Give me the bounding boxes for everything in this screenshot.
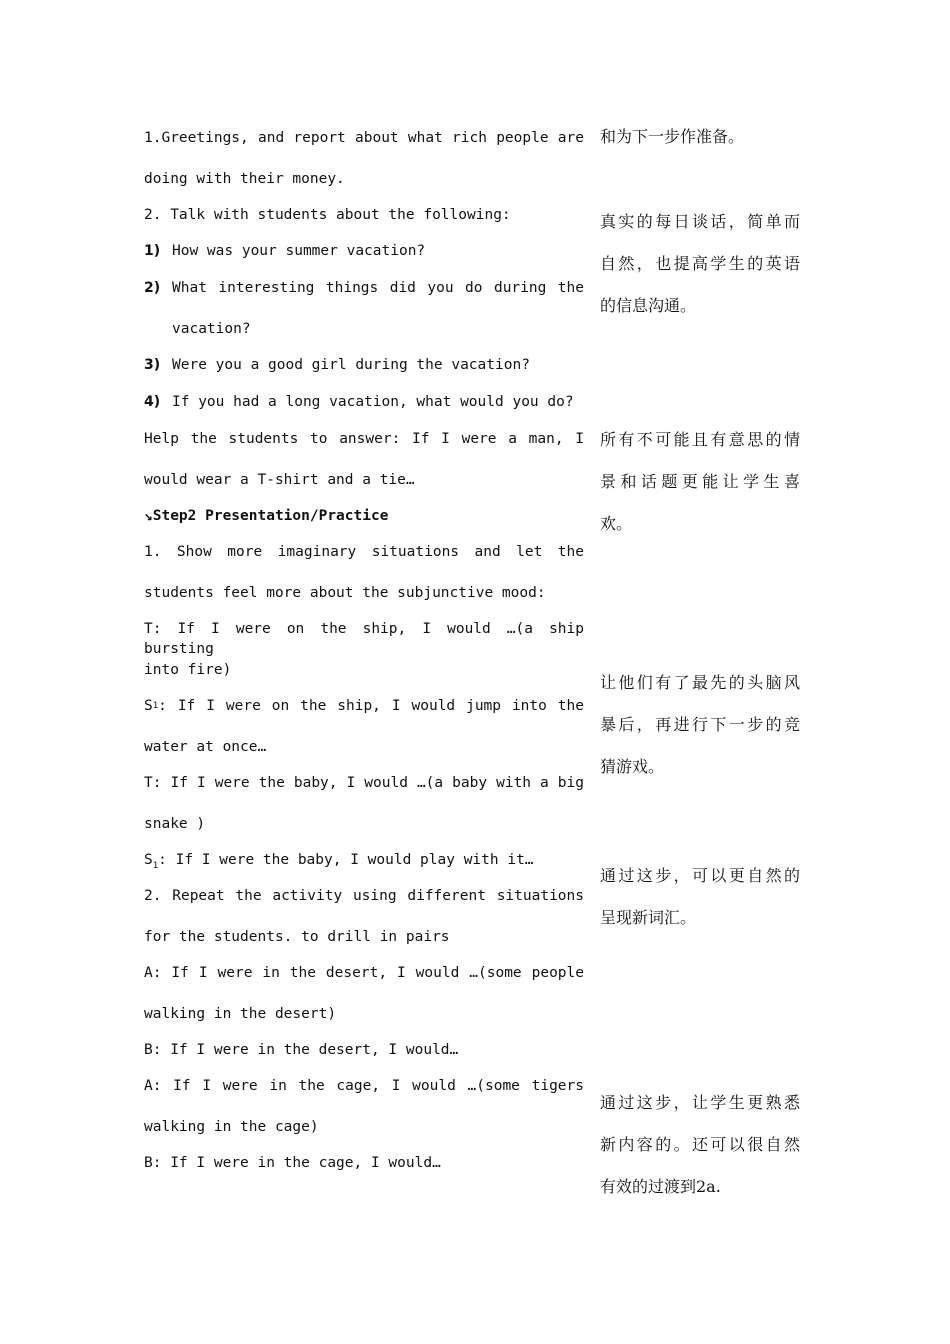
note-transition-1: 通过这步，让学生更熟悉 <box>600 1093 800 1112</box>
dialogue-desert-a-line-2: walking in the desert) <box>144 1006 337 1022</box>
note-brainstorm-1: 让他们有了最先的头脑风 <box>600 673 800 692</box>
greetings-line-2: doing with their money. <box>144 171 345 187</box>
student-ship-text: : If I were on the ship, I would jump into the <box>158 698 584 714</box>
question-4 <box>144 392 584 412</box>
question-1-text: How was your summer vacation? <box>172 243 426 259</box>
dialogue-cage-a-line-1: A: If I were in the cage, I would …(some tigers <box>144 1078 584 1094</box>
student-baby-line <box>144 850 584 876</box>
student-ship-line-1 <box>144 696 584 716</box>
question-3-number: 3) <box>144 357 161 373</box>
show-situations-line-1: 1. Show more imaginary situations and let the <box>144 544 584 560</box>
teacher-ship-line-2: into fire) <box>144 662 232 678</box>
note-daily-talk-2: 自然，也提高学生的英语 <box>600 254 800 273</box>
question-2-number: 2) <box>144 280 161 296</box>
note-vocabulary-2: 呈现新词汇。 <box>600 908 697 927</box>
student-subscript: 1 <box>152 701 159 711</box>
note-brainstorm-2: 暴后，再进行下一步的竞 <box>600 715 800 734</box>
greetings-line-1: 1.Greetings, and report about what rich people are <box>144 130 584 146</box>
student-baby-text: : If I were the baby, I would play with it… <box>158 852 534 868</box>
question-3-text: Were you a good girl during the vacation? <box>172 357 530 373</box>
note-prepare: 和为下一步作准备。 <box>600 127 745 146</box>
teacher-baby-line-1: T: If I were the baby, I would …(a baby with a big <box>144 775 584 791</box>
question-1 <box>144 241 584 261</box>
dialogue-desert-b: B: If I were in the desert, I would… <box>144 1042 459 1058</box>
student-label: S <box>144 698 153 714</box>
student-label: S <box>144 852 153 868</box>
dialogue-cage-a-line-2: walking in the cage) <box>144 1119 319 1135</box>
note-transition-2: 新内容的。还可以很自然 <box>600 1135 800 1154</box>
repeat-activity-line-2: for the students. to drill in pairs <box>144 929 450 945</box>
student-subscript: 1 <box>152 860 159 871</box>
repeat-activity-line-1: 2. Repeat the activity using different situations <box>144 888 584 904</box>
question-2-continued: vacation? <box>172 321 251 337</box>
dialogue-cage-b: B: If I were in the cage, I would… <box>144 1155 441 1171</box>
note-interesting-2: 景和话题更能让学生喜 <box>600 472 800 491</box>
note-brainstorm-3: 猜游戏。 <box>600 757 665 776</box>
question-4-number: 4) <box>144 394 161 410</box>
show-situations-line-2: students feel more about the subjunctive mood: <box>144 585 546 601</box>
question-2 <box>144 278 584 298</box>
talk-instruction: 2. Talk with students about the following: <box>144 207 511 223</box>
note-daily-talk-1: 真实的每日谈话，简单而 <box>600 212 800 231</box>
note-interesting-1: 所有不可能且有意思的情 <box>600 430 800 449</box>
teacher-ship-line-1: T: If I were on the ship, I would …(a ship bursting <box>144 621 584 657</box>
help-line-2: would wear a T-shirt and a tie… <box>144 472 415 488</box>
question-4-text: If you had a long vacation, what would you do? <box>172 394 574 410</box>
note-vocabulary-1: 通过这步，可以更自然的 <box>600 866 800 885</box>
dialogue-desert-a-line-1: A: If I were in the desert, I would …(some people <box>144 965 584 981</box>
question-1-number: 1) <box>144 243 161 259</box>
help-line-1: Help the students to answer: If I were a man, I <box>144 431 584 447</box>
teacher-baby-line-2: snake ) <box>144 816 206 832</box>
note-daily-talk-3: 的信息沟通。 <box>600 296 697 315</box>
student-ship-line-2: water at once… <box>144 739 267 755</box>
question-2-text: What interesting things did you do during the <box>172 280 584 296</box>
note-interesting-3: 欢。 <box>600 514 633 533</box>
note-transition-3: 有效的过渡到2a. <box>600 1177 721 1196</box>
question-3 <box>144 355 584 375</box>
step2-heading: ↘Step2 Presentation/Practice <box>144 508 389 524</box>
